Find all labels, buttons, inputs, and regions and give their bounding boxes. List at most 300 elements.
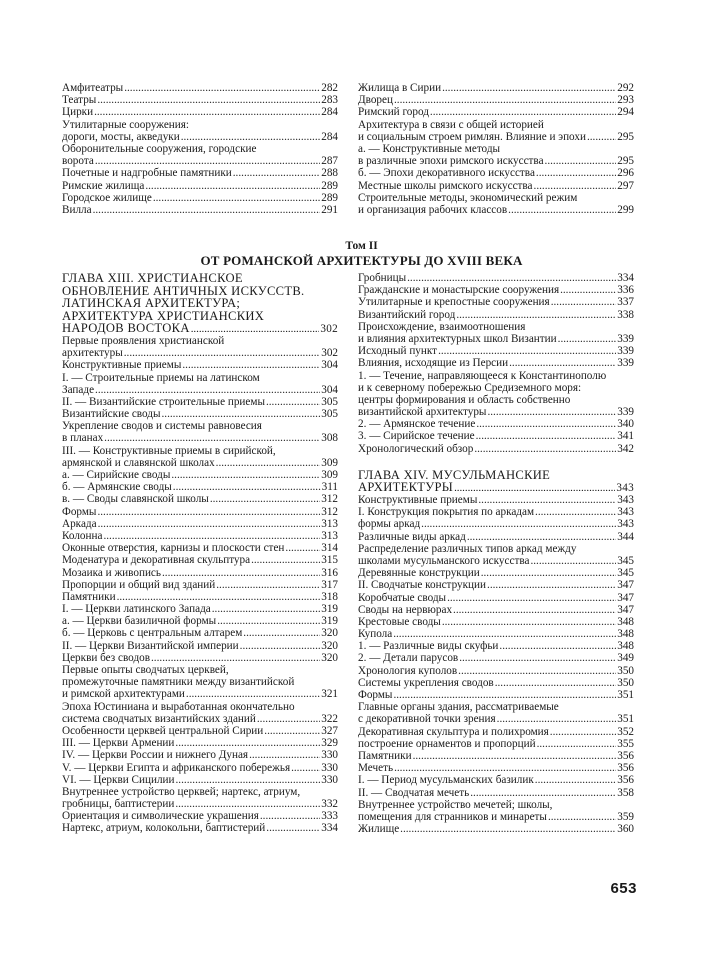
toc-page-number: 293 — [617, 94, 634, 107]
toc-entry — [358, 665, 634, 677]
dot-leader — [124, 82, 320, 94]
toc-entry-text: Моденатура и декоративная скульптура — [62, 554, 251, 567]
dot-leader — [476, 418, 616, 430]
dot-leader — [173, 481, 321, 493]
toc-entry — [358, 787, 634, 799]
toc-entry-text: V. — Церкви Египта и африканского побережья — [62, 761, 291, 774]
toc-line — [62, 652, 338, 664]
toc-entry-text: Укрепление сводов и системы равновесия — [62, 420, 262, 433]
dot-leader — [217, 615, 320, 627]
toc-entry-text: Оконные отверстия, карнизы и плоскости стен — [62, 542, 285, 555]
toc-entry-text: Архитектура в связи с общей историей — [358, 118, 544, 131]
toc-line — [358, 689, 634, 701]
toc-page-number: 321 — [321, 688, 338, 701]
toc-line — [358, 469, 634, 482]
toc-page-number: 343 — [617, 518, 634, 531]
dot-leader — [548, 811, 616, 823]
toc-line — [62, 749, 338, 761]
toc-entry-text: Церкви без сводов — [62, 651, 151, 664]
dot-leader — [394, 762, 616, 774]
toc-line — [62, 554, 338, 566]
toc-page-number: 343 — [616, 482, 634, 494]
toc-entry-text: Нартекс, атриум, колокольни, баптистерий — [62, 822, 266, 835]
toc-page-number: 319 — [321, 603, 338, 616]
toc-line — [62, 359, 338, 371]
toc-entry — [358, 357, 634, 369]
dot-leader — [393, 628, 616, 640]
toc-entry-text: Западе — [62, 383, 95, 396]
toc-entry — [358, 82, 634, 94]
toc-entry-text: Внутреннее устройство церквей; нартекс, атриум, — [62, 785, 301, 798]
dot-leader — [560, 284, 616, 296]
toc-entry — [62, 701, 338, 725]
toc-page-number: 356 — [617, 774, 634, 787]
toc-page-number: 340 — [617, 418, 634, 431]
toc-top-left-column — [62, 82, 338, 216]
toc-entry-text: АРХИТЕКТУРА ХРИСТИАНСКИХ — [62, 309, 265, 323]
toc-line — [358, 677, 634, 689]
toc-page-number: 355 — [617, 737, 634, 750]
toc-line — [358, 418, 634, 430]
toc-entry-text: б. — Эпохи декоративного искусства — [358, 167, 535, 180]
toc-entry-text: система сводчатых византийских зданий — [62, 712, 256, 725]
toc-entry-text: Строительные методы, экономический режим — [358, 191, 578, 204]
toc-entry — [358, 604, 634, 616]
dot-leader — [545, 155, 617, 167]
toc-entry — [62, 652, 338, 664]
toc-chapter-heading — [62, 272, 338, 335]
toc-line — [62, 591, 338, 603]
dot-leader — [97, 94, 320, 106]
dot-leader — [260, 810, 320, 822]
toc-entry — [62, 749, 338, 761]
toc-line — [358, 481, 634, 494]
toc-entry-text: Хронология куполов — [358, 664, 458, 677]
toc-entry-text: III. — Конструктивные приемы в сирийской, — [62, 444, 276, 457]
toc-chapter-heading — [358, 469, 634, 494]
toc-entry-text: архитектуры — [62, 347, 123, 360]
dot-leader — [191, 322, 320, 335]
toc-entry — [62, 481, 338, 493]
toc-page-number: 312 — [321, 505, 338, 518]
toc-page-number: 339 — [617, 357, 634, 370]
toc-entry-text: Ориентация и символические украшения — [62, 810, 259, 823]
toc-entry — [62, 408, 338, 420]
toc-page-number: 343 — [617, 506, 634, 519]
toc-line — [358, 192, 634, 204]
toc-entry-text: Пропорции и общий вид зданий — [62, 578, 216, 591]
toc-entry-text: армянской и славянской школах — [62, 456, 215, 469]
dot-leader — [162, 567, 320, 579]
toc-entry-text: ГЛАВА XIV. МУСУЛЬМАНСКИЕ — [358, 468, 551, 482]
toc-page-number: 292 — [617, 82, 634, 94]
toc-entry-text: Формы — [358, 689, 393, 701]
dot-leader — [171, 469, 320, 481]
toc-page-number: 317 — [321, 578, 338, 591]
toc-entry — [358, 370, 634, 419]
dot-leader — [182, 359, 320, 371]
dot-leader — [442, 82, 616, 94]
toc-entry — [62, 554, 338, 566]
toc-line — [62, 627, 338, 639]
toc-entry — [62, 530, 338, 542]
toc-line — [62, 774, 338, 786]
toc-page-number: 315 — [321, 554, 338, 567]
toc-line — [62, 664, 338, 676]
toc-entry — [62, 506, 338, 518]
toc-line — [358, 799, 634, 811]
toc-entry-text: Колонна — [62, 529, 103, 542]
dot-leader — [240, 640, 321, 652]
toc-line — [358, 106, 634, 118]
toc-line — [62, 272, 338, 285]
dot-leader — [407, 272, 616, 284]
dot-leader — [93, 204, 321, 216]
dot-leader — [442, 616, 616, 628]
toc-line — [358, 762, 634, 774]
toc-page-number: 339 — [617, 332, 634, 345]
dot-leader — [153, 192, 320, 204]
toc-entry-text: Формы — [62, 505, 97, 518]
toc-entry — [62, 822, 338, 834]
toc-line — [62, 530, 338, 542]
toc-line — [358, 443, 634, 455]
toc-entry — [358, 652, 634, 664]
toc-page-number: 283 — [321, 94, 338, 107]
toc-entry-text: и влияния архитектурных школ Византии — [358, 332, 557, 345]
toc-entry-text: II. — Церкви Византийской империи — [62, 639, 239, 652]
dot-leader — [478, 494, 616, 506]
toc-line — [62, 567, 338, 579]
toc-entry-text: и римской архитектурами — [62, 688, 185, 701]
toc-page-number: 319 — [321, 615, 338, 628]
toc-entry — [358, 143, 634, 167]
toc-page-number: 295 — [617, 155, 634, 168]
dot-leader — [216, 579, 320, 591]
toc-entry-text: Мозаика и живопись — [62, 566, 162, 579]
toc-entry — [62, 204, 338, 216]
toc-entry — [358, 750, 634, 762]
dot-leader — [243, 627, 320, 639]
toc-page-number: 360 — [617, 823, 634, 836]
toc-entry — [358, 106, 634, 118]
toc-entry — [62, 445, 338, 469]
toc-entry — [62, 180, 338, 192]
toc-line — [62, 322, 338, 335]
toc-entry-text: центры формирования и область собственно — [358, 393, 571, 406]
toc-line — [358, 143, 634, 155]
toc-entry — [62, 664, 338, 701]
toc-entry-text: I. — Строительные приемы на латинском — [62, 371, 260, 384]
dot-leader — [454, 481, 615, 494]
toc-page-number: 359 — [617, 810, 634, 823]
toc-page-number: 327 — [321, 724, 338, 737]
toc-entry — [358, 518, 634, 530]
toc-line — [62, 713, 338, 725]
toc-entry — [62, 119, 338, 143]
dot-leader — [400, 823, 616, 835]
toc-line — [358, 119, 634, 131]
toc-page-number: 337 — [617, 296, 634, 309]
toc-line — [358, 592, 634, 604]
toc-entry — [62, 82, 338, 94]
toc-entry-text: Конструктивные приемы — [358, 494, 478, 506]
volume-title: Том II — [345, 240, 378, 252]
toc-page-number: 350 — [617, 664, 634, 677]
toc-entry — [358, 531, 634, 543]
toc-line — [62, 131, 338, 143]
dot-leader — [534, 180, 617, 192]
toc-entry-text: I. — Период мусульманских базилик — [358, 774, 534, 787]
toc-entry-text: Утилитарные и крепостные сооружения — [358, 296, 550, 309]
toc-entry — [358, 430, 634, 442]
toc-entry-text: в. — Своды славянской школы — [62, 493, 209, 506]
toc-line — [358, 652, 634, 664]
toc-line — [62, 810, 338, 822]
dot-leader — [94, 106, 320, 118]
toc-entry — [62, 737, 338, 749]
toc-page-number: 343 — [617, 494, 634, 506]
toc-entry-text: Коробчатые своды — [358, 591, 447, 604]
toc-line — [62, 603, 338, 615]
toc-line — [358, 284, 634, 296]
toc-line — [358, 204, 634, 216]
dot-leader — [509, 357, 616, 369]
toc-entry-text: Крестовые своды — [358, 615, 441, 628]
toc-entry — [62, 143, 338, 167]
toc-page-number: 320 — [321, 627, 338, 640]
toc-line — [358, 518, 634, 530]
dot-leader — [421, 518, 616, 530]
toc-page-number: 358 — [617, 786, 634, 799]
toc-page-number: 322 — [321, 712, 338, 725]
toc-entry-text: а. — Сирийские своды — [62, 469, 171, 482]
toc-entry — [62, 762, 338, 774]
toc-entry — [62, 359, 338, 371]
toc-line — [358, 567, 634, 579]
toc-entry-text: школами мусульманского искусства — [358, 554, 530, 567]
toc-bottom-left-column — [62, 272, 338, 835]
toc-page-number: 356 — [617, 762, 634, 775]
toc-entry-text: Жилище — [358, 823, 400, 836]
toc-entry-text: I. — Церкви латинского Запада — [62, 603, 211, 616]
toc-entry-text: византийской архитектуры — [358, 406, 487, 419]
dot-leader — [249, 749, 320, 761]
toc-line — [62, 155, 338, 167]
toc-entry-text: Римские жилища — [62, 179, 145, 192]
toc-entry-text: Театры — [62, 94, 97, 107]
dot-leader — [210, 493, 320, 505]
toc-entry — [62, 518, 338, 530]
toc-line — [62, 310, 338, 323]
toc-entry-text: 1. — Различные виды скуфьи — [358, 640, 499, 653]
dot-leader — [175, 798, 320, 810]
toc-entry — [62, 396, 338, 408]
toc-page-number: 338 — [617, 308, 634, 321]
toc-line — [62, 542, 338, 554]
toc-entry — [358, 494, 634, 506]
dot-leader — [95, 155, 320, 167]
dot-leader — [476, 430, 617, 442]
toc-entry — [358, 640, 634, 652]
page-number: 653 — [610, 880, 637, 897]
toc-spacer — [358, 455, 634, 469]
dot-leader — [257, 713, 320, 725]
toc-entry-text: промежуточные памятники между византийской — [62, 676, 295, 689]
dot-leader — [98, 518, 321, 530]
section-title: ОТ РОМАНСКОЙ АРХИТЕКТУРЫ ДО XVIII ВЕКА — [200, 253, 523, 268]
dot-leader — [264, 725, 320, 737]
toc-line — [358, 579, 634, 591]
dot-leader — [145, 180, 320, 192]
toc-entry-text: и социальным строем римлян. Влияние и эпохи — [358, 130, 586, 143]
toc-entry-text: Византийские своды — [62, 408, 161, 421]
toc-entry — [358, 94, 634, 106]
toc-line — [62, 167, 338, 179]
toc-entry-text: Византийский город — [358, 308, 456, 321]
toc-line — [62, 82, 338, 94]
toc-entry-text: Оборонительные сооружения, городские — [62, 142, 257, 155]
dot-leader — [487, 406, 616, 418]
toc-entry-text: гробницы, баптистерии — [62, 798, 175, 811]
toc-page-number: 334 — [617, 272, 634, 284]
toc-entry — [358, 192, 634, 216]
toc-line — [62, 408, 338, 420]
dot-leader — [430, 106, 616, 118]
toc-line — [358, 82, 634, 94]
dot-leader — [536, 167, 616, 179]
toc-page-number: 347 — [617, 579, 634, 592]
dot-leader — [186, 688, 320, 700]
toc-entry-text: II. — Византийские строительные приемы — [62, 395, 265, 408]
toc-top-right-column — [358, 82, 634, 216]
toc-line — [62, 506, 338, 518]
toc-entry-text: в планах — [62, 432, 104, 445]
dot-leader — [151, 652, 320, 664]
toc-entry-text: Почетные и надгробные памятники — [62, 167, 232, 180]
dot-leader — [176, 774, 321, 786]
toc-entry-text: и организация рабочих классов — [358, 203, 508, 216]
toc-entry — [358, 762, 634, 774]
toc-line — [358, 309, 634, 321]
toc-entry-text: в различные эпохи римского искусства — [358, 155, 544, 168]
dot-leader — [251, 554, 320, 566]
toc-page-number: 291 — [321, 203, 338, 216]
toc-line — [358, 750, 634, 762]
toc-entry — [358, 774, 634, 786]
toc-entry — [358, 592, 634, 604]
toc-entry-text: Амфитеатры — [62, 82, 124, 94]
dot-leader — [487, 579, 616, 591]
toc-line — [358, 357, 634, 369]
toc-entry-text: дороги, мосты, акведуки — [62, 130, 180, 143]
dot-leader — [456, 309, 616, 321]
toc-entry-text: III. — Церкви Армении — [62, 737, 175, 750]
toc-entry-text: IV. — Церкви России и нижнего Дуная — [62, 749, 249, 762]
toc-page-number: 282 — [321, 82, 338, 94]
toc-line — [62, 180, 338, 192]
toc-line — [358, 180, 634, 192]
toc-line — [62, 192, 338, 204]
toc-entry — [62, 192, 338, 204]
dot-leader — [266, 822, 320, 834]
toc-entry — [358, 543, 634, 567]
toc-line — [358, 430, 634, 442]
toc-entry — [358, 345, 634, 357]
toc-page-number: 313 — [321, 529, 338, 542]
toc-line — [62, 432, 338, 444]
toc-entry — [358, 418, 634, 430]
toc-entry — [358, 272, 634, 284]
dot-leader — [175, 737, 320, 749]
dot-leader — [266, 396, 320, 408]
toc-line — [62, 384, 338, 396]
toc-entry — [62, 640, 338, 652]
dot-leader — [587, 131, 616, 143]
toc-line — [358, 494, 634, 506]
toc-page-number: 296 — [617, 167, 634, 180]
toc-line — [358, 823, 634, 835]
toc-line — [62, 457, 338, 469]
toc-entry-text: Жилища в Сирии — [358, 82, 442, 94]
toc-line — [62, 579, 338, 591]
toc-page-number: 294 — [617, 106, 634, 119]
toc-entry — [62, 603, 338, 615]
toc-entry-text: с декоративной точки зрения — [358, 713, 496, 726]
toc-page-number: 352 — [617, 725, 634, 738]
dot-leader — [103, 530, 320, 542]
toc-line — [358, 345, 634, 357]
toc-line — [358, 272, 634, 284]
toc-entry — [358, 167, 634, 179]
dot-leader — [413, 750, 617, 762]
toc-entry-text: VI. — Церкви Сицилии — [62, 773, 175, 786]
toc-entry-text: Конструктивные приемы — [62, 359, 182, 372]
toc-page-number: 339 — [617, 345, 634, 358]
toc-line — [62, 204, 338, 216]
toc-entry-text: Влияния, исходящие из Персии — [358, 357, 509, 370]
toc-entry — [358, 321, 634, 345]
toc-page-number: 297 — [617, 179, 634, 192]
dot-leader — [104, 432, 320, 444]
toc-entry-text: Первые опыты сводчатых церквей, — [62, 664, 229, 677]
dot-leader — [212, 603, 320, 615]
dot-leader — [470, 787, 616, 799]
toc-line — [62, 372, 338, 384]
toc-page-number: 314 — [321, 542, 338, 555]
toc-entry-text: Памятники — [62, 590, 116, 603]
toc-entry-text: а. — Церкви базиличной формы — [62, 615, 217, 628]
toc-entry — [62, 106, 338, 118]
toc-page-number: 336 — [617, 284, 634, 297]
toc-page-number: 332 — [321, 798, 338, 811]
dot-leader — [550, 726, 616, 738]
toc-entry-text: Дворец — [358, 94, 393, 107]
toc-page-number: 320 — [321, 639, 338, 652]
toc-line — [62, 285, 338, 298]
toc-page-number: 289 — [321, 179, 338, 192]
toc-entry-text: Деревянные конструкции — [358, 567, 480, 580]
toc-line — [62, 615, 338, 627]
dot-leader — [459, 652, 616, 664]
toc-line — [358, 616, 634, 628]
dot-leader — [537, 738, 617, 750]
toc-page-number: 302 — [321, 347, 338, 360]
toc-line — [358, 555, 634, 567]
toc-page-number: 309 — [321, 456, 338, 469]
toc-page-number: 316 — [321, 566, 338, 579]
toc-line — [358, 738, 634, 750]
